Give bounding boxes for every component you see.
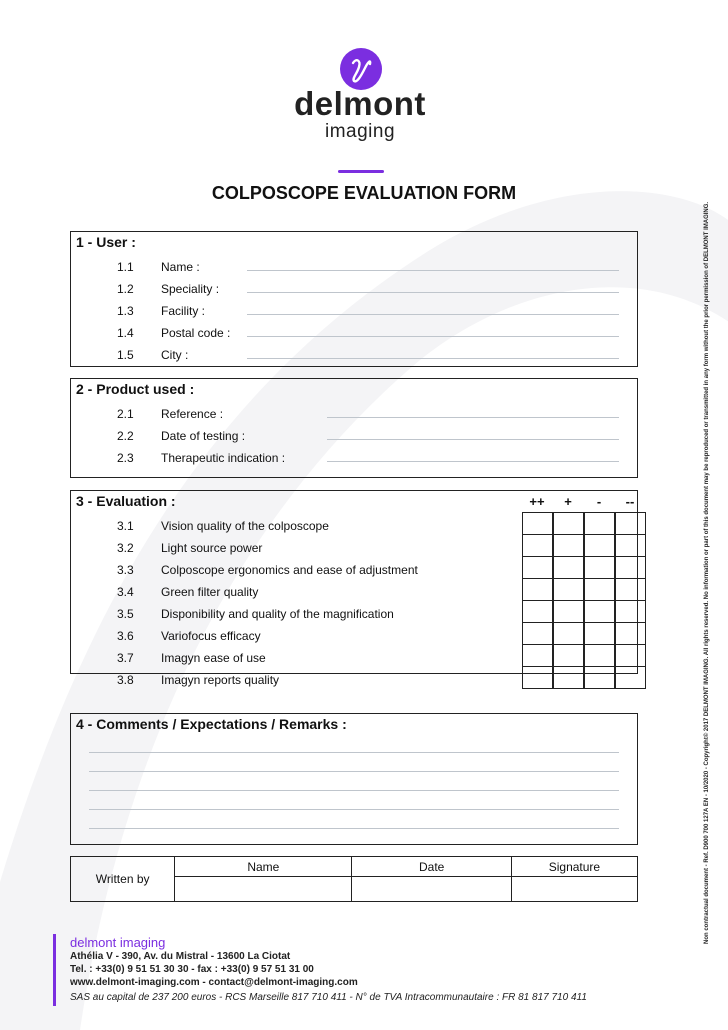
criterion-label: Imagyn ease of use	[161, 651, 266, 665]
comments-section	[70, 713, 638, 845]
rating-checkbox[interactable]	[553, 600, 584, 623]
rating-checkbox[interactable]	[584, 622, 615, 645]
date-header: Date	[352, 857, 511, 877]
section-title: 3 - Evaluation :	[76, 493, 176, 509]
footer-legal: SAS au capital de 237 200 euros - RCS Marseille 817 710 411 - N° de TVA Intracommunautaire : FR 81 817 710 411	[70, 992, 587, 1003]
rating-checkbox[interactable]	[615, 578, 646, 601]
evaluation-section	[70, 490, 638, 687]
rating-checkbox[interactable]	[584, 666, 615, 689]
rating-checkbox[interactable]	[584, 534, 615, 557]
footer-brand: delmont imaging	[70, 935, 166, 950]
criterion-number: 3.1	[117, 519, 134, 533]
rating-checkbox[interactable]	[553, 534, 584, 557]
rating-checkbox[interactable]	[522, 666, 553, 689]
comment-line[interactable]	[89, 790, 619, 791]
rating-checkbox[interactable]	[522, 644, 553, 667]
name-header: Name	[175, 857, 352, 877]
name-field[interactable]	[247, 270, 619, 271]
rating-checkbox[interactable]	[522, 534, 553, 557]
field-label: Facility :	[161, 304, 206, 318]
rating-checkbox[interactable]	[615, 622, 646, 645]
field-label: Postal code :	[161, 326, 231, 340]
legal-side-note: Non contractual document - Ref. D900 700 127A EN - 10/2020 - Copyright© 2017 DELMONT IMAGING. All rights reserved. No information or part of this document may be reproduced or transmitted in any form without the prior permission of DELMONT IMAGING.	[704, 201, 710, 944]
field-number: 2.1	[117, 407, 134, 421]
rating-checkbox[interactable]	[553, 556, 584, 579]
section-title: 4 - Comments / Expectations / Remarks :	[76, 716, 347, 732]
field-label: Reference :	[161, 407, 224, 421]
rating-checkbox[interactable]	[522, 556, 553, 579]
section-title: 1 - User :	[76, 234, 136, 250]
footer-phone: Tel. : +33(0) 9 51 51 30 30 - fax : +33(0) 9 57 51 31 00	[70, 964, 314, 975]
criterion-number: 3.6	[117, 629, 134, 643]
rating-checkbox[interactable]	[553, 512, 584, 535]
criterion-label: Light source power	[161, 541, 263, 555]
city-field[interactable]	[247, 358, 619, 359]
written-by-label: Written by	[71, 857, 175, 902]
comment-line[interactable]	[89, 771, 619, 772]
rating-checkbox[interactable]	[522, 512, 553, 535]
footer-address: Athélia V - 390, Av. du Mistral - 13600 La Ciotat	[70, 951, 291, 962]
rating-checkbox[interactable]	[553, 622, 584, 645]
logo-name: delmont	[294, 85, 426, 122]
signature-table	[70, 856, 638, 902]
field-number: 2.2	[117, 429, 134, 443]
criterion-number: 3.2	[117, 541, 134, 555]
rating-checkbox[interactable]	[584, 578, 615, 601]
field-number: 1.2	[117, 282, 134, 296]
criterion-label: Imagyn reports quality	[161, 673, 280, 687]
criterion-number: 3.3	[117, 563, 134, 577]
user-section	[70, 231, 638, 367]
criterion-label: Disponibility and quality of the magnification	[161, 607, 394, 621]
rating-checkbox[interactable]	[615, 556, 646, 579]
rating-checkbox[interactable]	[615, 666, 646, 689]
field-label: Name :	[161, 260, 200, 274]
criterion-label: Colposcope ergonomics and ease of adjustment	[161, 563, 418, 577]
field-label: Therapeutic indication :	[161, 451, 286, 465]
field-label: Speciality :	[161, 282, 220, 296]
comment-line[interactable]	[89, 752, 619, 753]
comment-line[interactable]	[89, 828, 619, 829]
field-number: 1.3	[117, 304, 134, 318]
criterion-number: 3.8	[117, 673, 134, 687]
rating-checkbox[interactable]	[522, 622, 553, 645]
comment-line[interactable]	[89, 809, 619, 810]
rating-checkbox[interactable]	[584, 600, 615, 623]
rating-checkbox[interactable]	[584, 644, 615, 667]
criterion-number: 3.4	[117, 585, 134, 599]
criterion-label: Vision quality of the colposcope	[161, 519, 329, 533]
signature-header: Signature	[511, 857, 637, 877]
name-cell[interactable]	[175, 877, 352, 902]
logo-subtitle: imaging	[324, 121, 396, 142]
rating-checkbox[interactable]	[615, 600, 646, 623]
date-of-testing-field[interactable]	[327, 439, 619, 440]
rating-checkbox[interactable]	[553, 666, 584, 689]
section-title: 2 - Product used :	[76, 381, 195, 397]
rating-checkbox[interactable]	[615, 644, 646, 667]
facility-field[interactable]	[247, 314, 619, 315]
signature-cell[interactable]	[511, 877, 637, 902]
footer-accent-bar	[53, 934, 56, 1006]
rating-checkbox[interactable]	[553, 578, 584, 601]
accent-divider	[338, 170, 384, 173]
criterion-label: Green filter quality	[161, 585, 259, 599]
reference-field[interactable]	[327, 417, 619, 418]
rating-checkbox[interactable]	[584, 512, 615, 535]
footer-web-link[interactable]: www.delmont-imaging.com - contact@delmont-imaging.com	[70, 977, 358, 988]
rating-header: +	[564, 494, 572, 509]
rating-checkbox[interactable]	[553, 644, 584, 667]
rating-checkbox[interactable]	[584, 556, 615, 579]
field-number: 2.3	[117, 451, 134, 465]
postal-code-field[interactable]	[247, 336, 619, 337]
rating-header: --	[625, 494, 635, 509]
page-title: COLPOSCOPE EVALUATION FORM	[211, 183, 517, 203]
field-number: 1.1	[117, 260, 134, 274]
rating-checkbox[interactable]	[615, 512, 646, 535]
rating-checkbox[interactable]	[522, 578, 553, 601]
date-cell[interactable]	[352, 877, 511, 902]
therapeutic-indication-field[interactable]	[327, 461, 619, 462]
rating-checkbox[interactable]	[615, 534, 646, 557]
rating-header: ++	[529, 494, 545, 509]
logo-mark	[340, 48, 382, 90]
criterion-number: 3.5	[117, 607, 134, 621]
criterion-number: 3.7	[117, 651, 134, 665]
rating-checkbox[interactable]	[522, 600, 553, 623]
field-label: Date of testing :	[161, 429, 246, 443]
criterion-label: Variofocus efficacy	[161, 629, 261, 643]
rating-header: -	[596, 494, 602, 509]
field-number: 1.5	[117, 348, 134, 362]
field-number: 1.4	[117, 326, 134, 340]
product-section	[70, 378, 638, 478]
field-label: City :	[161, 348, 189, 362]
speciality-field[interactable]	[247, 292, 619, 293]
